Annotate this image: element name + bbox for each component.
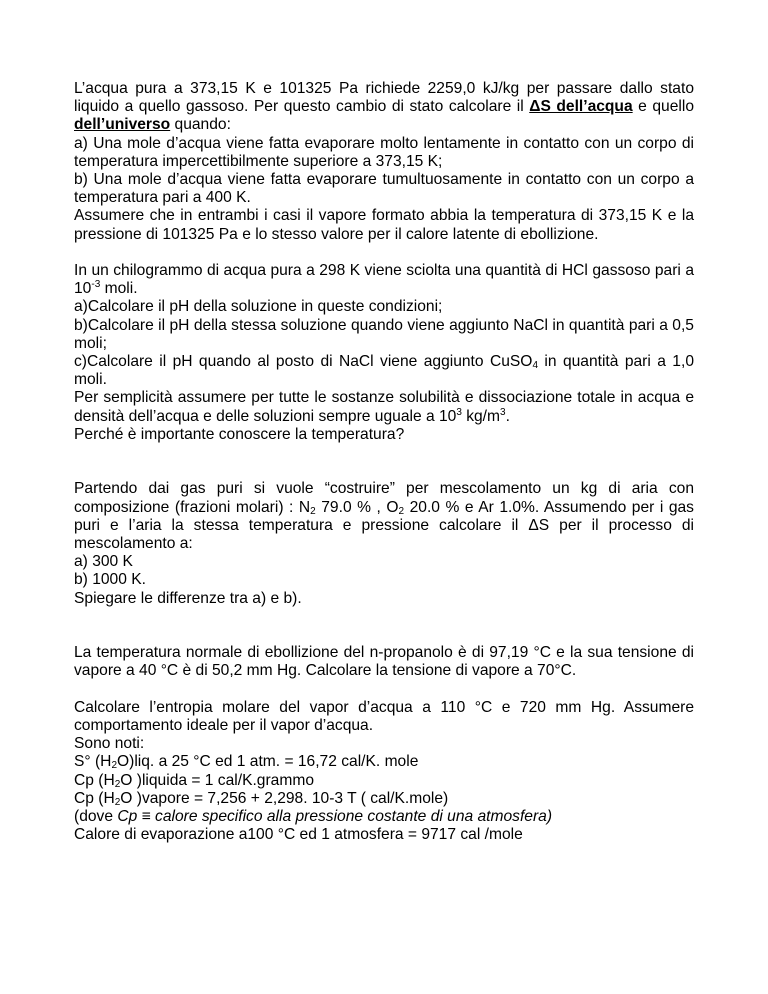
q1-universe: dell’universo [74, 116, 171, 134]
q1-part-a: a) Una mole d’acqua viene fatta evaporare molto lentamente in contatto con un corpo di temperatura impercettibilmente superiore a 373,15 K; [74, 134, 694, 170]
q3-intro-text-3: 20.0 % e Ar 1.0%. Assumendo per i gas puri e l’aria la stessa temperatura e pressione calcolare il ΔS per il processo di mescolamento a: [74, 498, 694, 553]
q2-part-a: a)Calcolare il pH della soluzione in queste condizioni; [74, 298, 443, 316]
q3-n2-subscript: 2 [310, 505, 316, 517]
q5-line-3 [74, 790, 694, 808]
q1-intro-text: L’acqua pura a 373,15 K e 101325 Pa richiede 2259,0 kJ/kg per passare dallo stato liquido a quello gassoso. Per questo cambio di stato calcolare il [74, 80, 694, 116]
q2-question: Perché è importante conoscere la temperatura? [74, 425, 405, 443]
q5-line-3-text: Cp (H [74, 789, 115, 807]
q3-part-b: b) 1000 K. [74, 571, 146, 589]
q2-note-unit-exponent: 3 [500, 406, 506, 418]
q3-intro-text: Partendo dai gas puri si vuole “costruire” per mescolamento un kg di aria con composizione (frazioni molari) : N [74, 480, 694, 516]
q2-intro-end: moli. [100, 280, 138, 298]
q2-intro-text: In un chilogrammo di acqua pura a 298 K viene sciolta una quantità di HCl gassoso pari a 10 [74, 262, 694, 298]
q2-intro-exponent: -3 [91, 279, 101, 291]
spacer [74, 244, 694, 262]
q2-part-b: b)Calcolare il pH della stessa soluzione quando viene aggiunto NaCl in quantità pari a 0,5 moli; [74, 316, 694, 352]
q1-note: Assumere che in entrambi i casi il vapore formato abbia la temperatura di 373,15 K e la pressione di 101325 Pa e lo stesso valore per il calore latente di ebollizione. [74, 207, 694, 243]
q1-part-b: b) Una mole d’acqua viene fatta evaporare tumultuosamente in contatto con un corpo a temperatura pari a 400 K. [74, 171, 694, 207]
q5-line-2-text-2: O )liquida = 1 cal/K.grammo [120, 771, 315, 789]
q3-o2-subscript: 2 [398, 505, 405, 517]
q1-intro-text-3: quando: [170, 116, 231, 134]
q5-line-1-text-2: O)liq. a 25 °C ed 1 atm. = 16,72 cal/K. mole [117, 753, 419, 771]
spacer [74, 608, 694, 644]
q2-note [74, 389, 694, 425]
q2-note-text: Per semplicità assumere per tutte le sostanze solubilità e dissociazione totale in acqua e densità dell’acqua e delle soluzioni sempre uguale a 10 [74, 389, 694, 425]
q2-note-unit: kg/m [461, 407, 500, 425]
q2-part-c-text: c)Calcolare il pH quando al posto di NaCl viene aggiunto CuSO [74, 353, 533, 371]
q2-part-c-subscript: 4 [532, 360, 538, 372]
q5-line-1 [74, 753, 694, 771]
document-page [74, 80, 694, 844]
q2-part-c [74, 353, 694, 389]
q2-part-c-text-2: in quantità pari a 1,0 moli. [74, 353, 694, 389]
q5-line-2-subscript: 2 [114, 778, 121, 790]
q2-note-exponent: 3 [456, 406, 462, 418]
q2-note-end: . [505, 407, 510, 425]
q5-line-1-subscript: 2 [111, 760, 117, 772]
q5-line-4-italic: Cp ≡ calore specifico alla pressione costante di una atmosfera) [117, 808, 553, 826]
q1-intro-text-2: e quello [632, 98, 694, 116]
q3-intro-text-2: 79.0 % , O [315, 498, 399, 516]
q1-intro [74, 80, 694, 135]
q5-known: Sono noti: [74, 735, 145, 753]
q3-part-a: a) 300 K [74, 553, 133, 571]
q5-line-2 [74, 772, 694, 790]
q5-line-5: Calore di evaporazione a100 °C ed 1 atmosfera = 9717 cal /mole [74, 826, 523, 844]
q5-line-1-text: S° (H [74, 753, 112, 771]
q5-line-2-text: Cp (H [74, 771, 115, 789]
q5-line-3-subscript: 2 [114, 796, 121, 808]
q2-intro [74, 262, 694, 298]
q5-line-3-text-2: O )vapore = 7,256 + 2,298. 10-3 T ( cal/K.mole) [120, 789, 449, 807]
spacer [74, 444, 694, 480]
q5-line-4-text: (dove [74, 808, 118, 826]
q3-explain: Spiegare le differenze tra a) e b). [74, 589, 302, 607]
spacer [74, 681, 694, 699]
q5-line-4 [74, 808, 694, 826]
q1-ds-water: ΔS dell’acqua [529, 98, 633, 116]
q5-intro: Calcolare l’entropia molare del vapor d’acqua a 110 °C e 720 mm Hg. Assumere comportamento ideale per il vapor d’acqua. [74, 698, 694, 735]
q3-intro [74, 480, 694, 553]
q4-text: La temperatura normale di ebollizione del n-propanolo è di 97,19 °C e la sua tensione di vapore a 40 °C è di 50,2 mm Hg. Calcolare la tensione di vapore a 70°C. [74, 644, 694, 680]
